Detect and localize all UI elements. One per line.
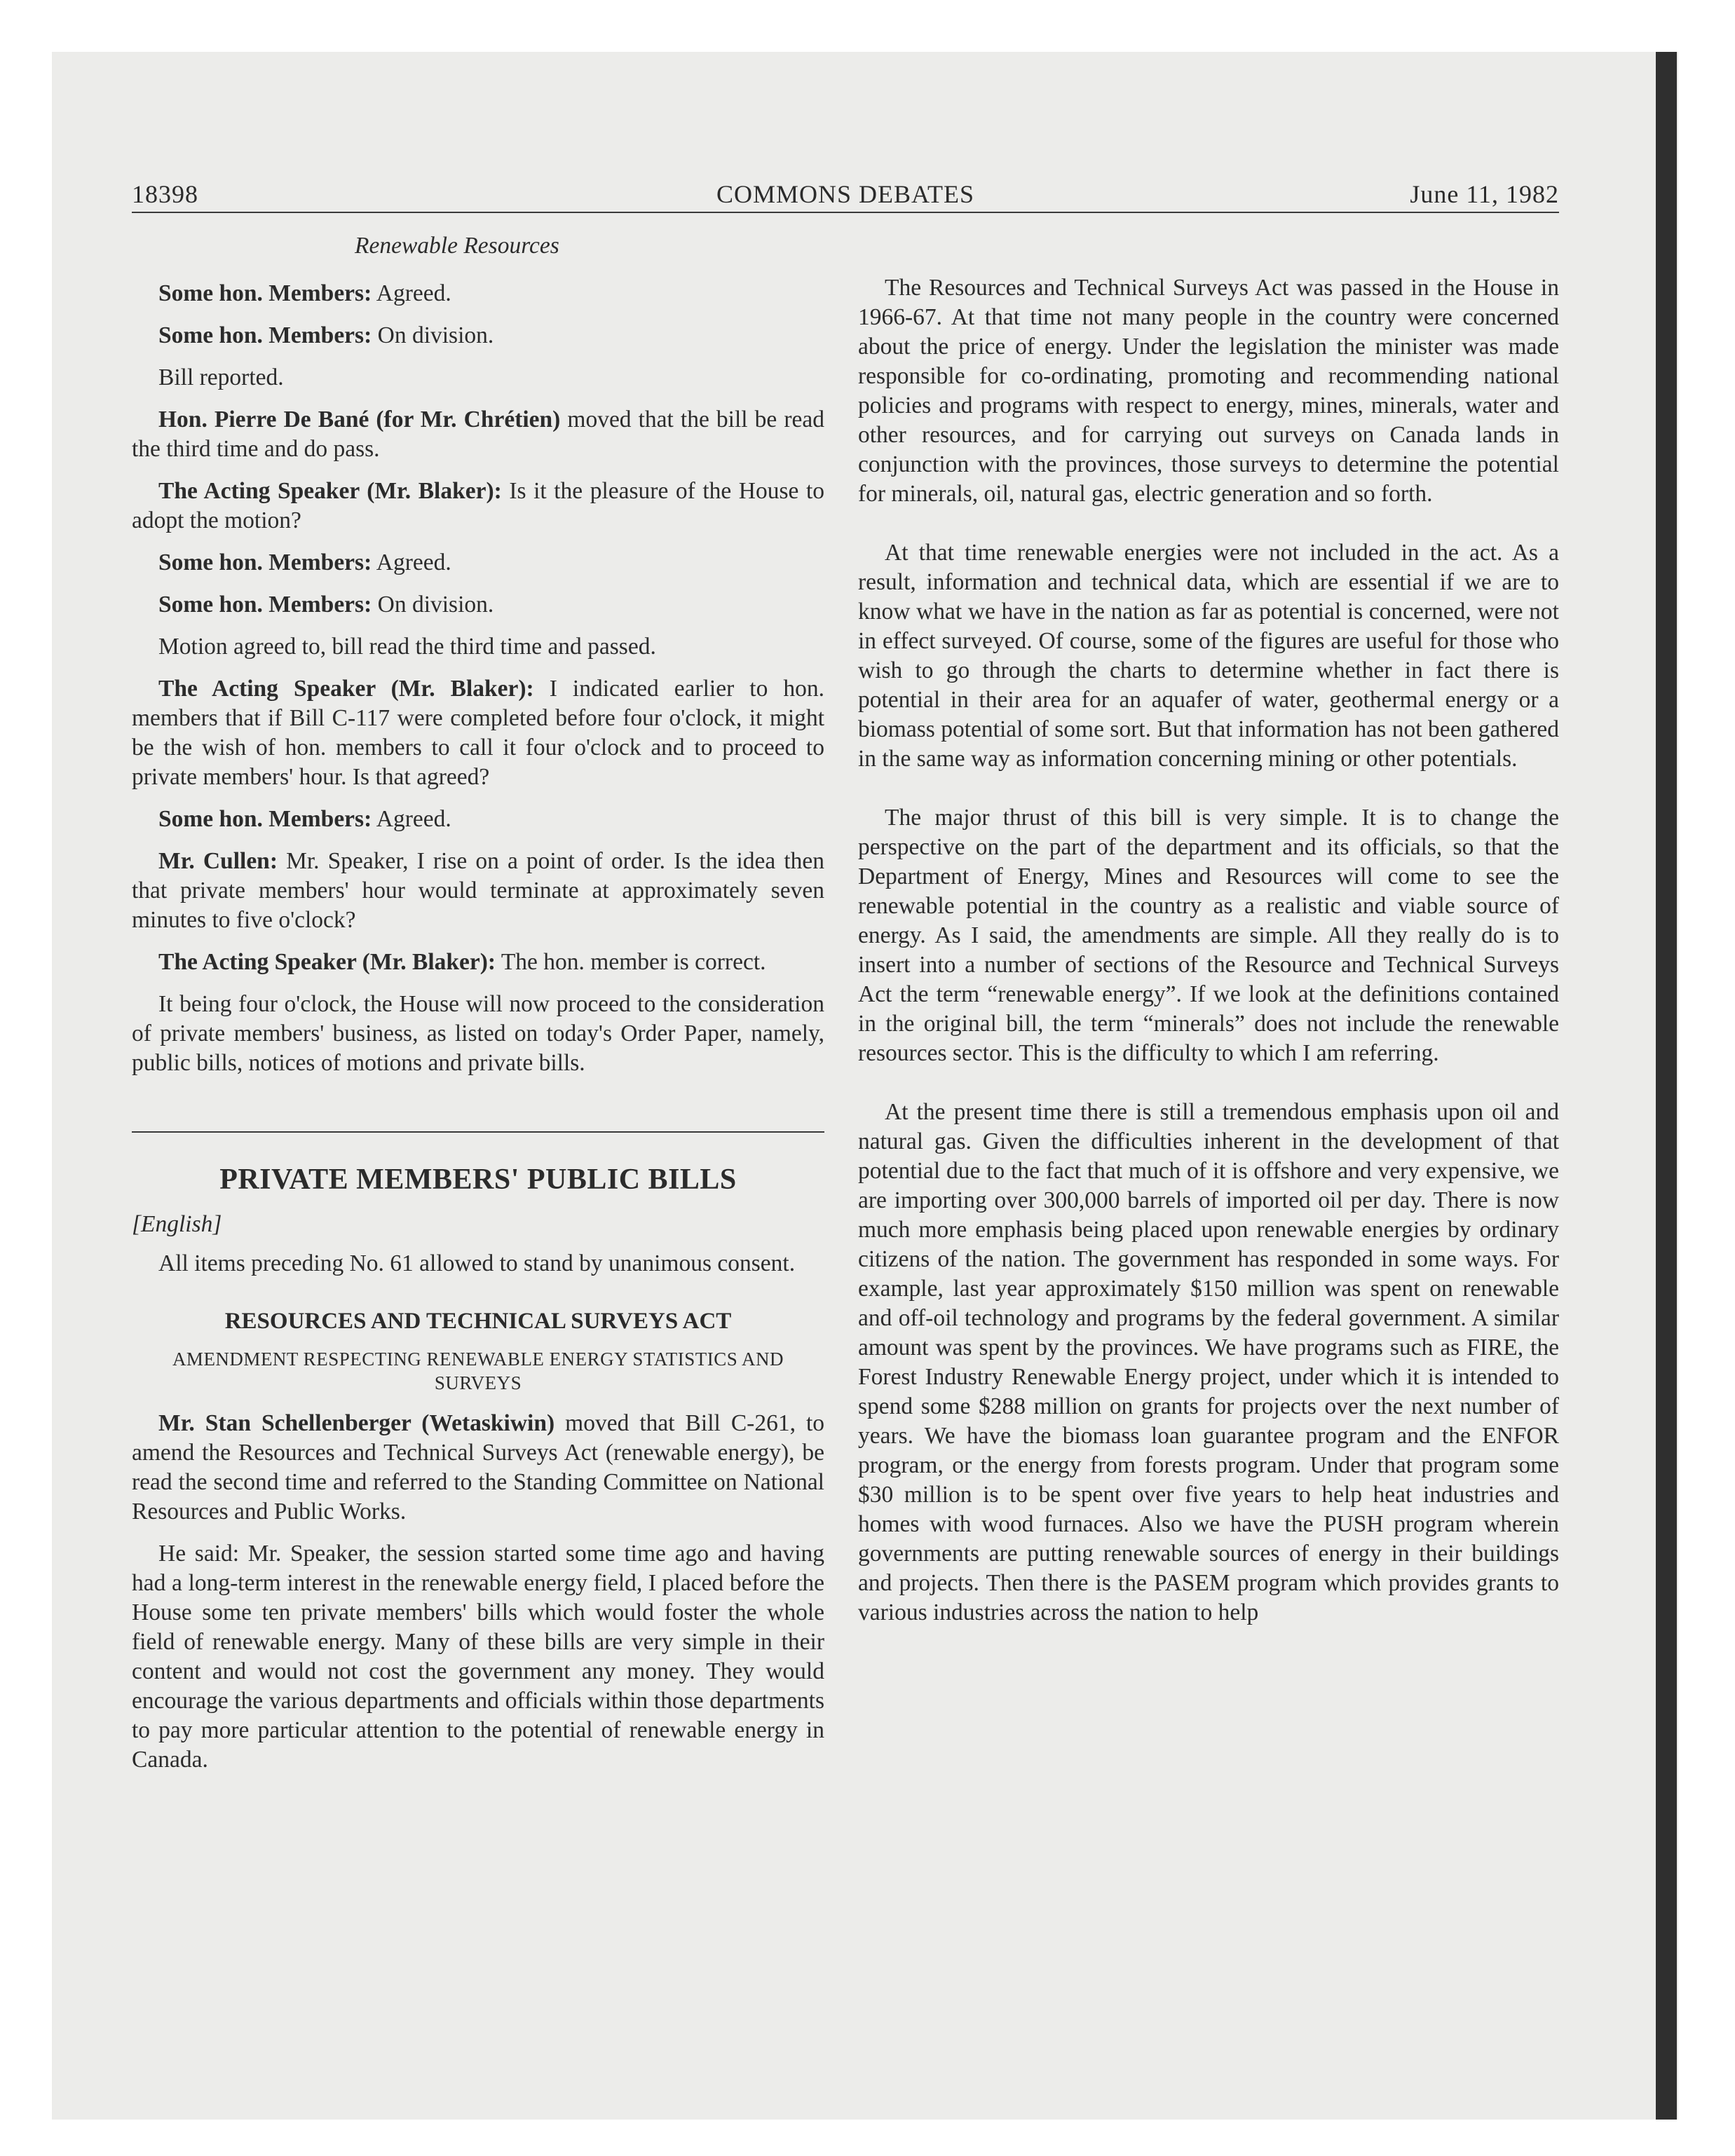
right-column <box>858 273 1559 1628</box>
speech-paragraph: The major thrust of this bill is very simple. It is to change the perspective on the part of the department and its officials, so that the Department of Energy, Mines and Resources will come to see the renewable potential in the country as a realistic and viable source of energy. As I said, the amendments are simple. All they really do is to insert into a number of sections of the Resource and Technical Surveys Act the term “renewable energy”. If we look at the definitions contained in the original bill, the term “minerals” does not include the renewable resources sector. This is the difficulty to which I am referring. <box>858 805 1559 1066</box>
debate-paragraph: Mr. Cullen: Mr. Speaker, I rise on a point of order. Is the idea then that private members' hour would terminate at approximately seven minutes to five o'clock? <box>132 848 825 933</box>
debate-paragraph: It being four o'clock, the House will now proceed to the consideration of private members' business, as listed on today's Order Paper, namely, public bills, notices of motions and private bills. <box>132 991 824 1076</box>
header-date: June 11, 1982 <box>1410 180 1559 208</box>
speaker-name: Some hon. Members: <box>158 550 372 575</box>
left-column <box>132 231 824 1787</box>
speaker-name: The Acting Speaker (Mr. Blaker): <box>158 676 534 702</box>
page-number: 18398 <box>132 180 198 208</box>
section-divider <box>132 1131 824 1133</box>
speech-paragraph: At the present time there is still a tremendous emphasis upon oil and natural gas. Given the difficulties inherent in the development of that potential due to the fact that much of it is offshore and very expensive, we are importing over 300,000 barrels of imported oil per day. There is now much more emphasis being placed upon renewable energies by ordinary citizens of the nation. The government has responded in some ways. For example, last year approximately $150 million was spent on renewable and off-oil technology and programs by the federal government. A similar amount was spent by the provinces. We have programs such as FIRE, the Forest Industry Renewable Energy project, under which it is intended to spend some $288 million on grants for projects over the next number of years. We have the biomass loan guarantee program and the ENFOR program, or the energy from forests program. Under that program some $30 million is to be spent over five years to help heat industries and homes with wood furnaces. Also we have the PUSH program wherein governments are putting renewable sources of energy in their buildings and projects. Then there is the PASEM program which provides grants to various industries across the nation to help <box>858 1099 1559 1625</box>
speaker-name: Some hon. Members: <box>158 806 372 832</box>
motion-paragraph: Mr. Stan Schellenberger (Wetaskiwin) moved that Bill C-261, to amend the Resources and Technical Surveys Act (renewable energy), be read the second time and referred to the Standing Committee on National Resources and Public Works. <box>132 1410 824 1524</box>
debate-paragraph: Some hon. Members: Agreed. <box>158 550 451 575</box>
debate-paragraph: Motion agreed to, bill read the third time and passed. <box>158 634 656 660</box>
language-tag: [English] <box>132 1211 222 1237</box>
items-paragraph: All items preceding No. 61 allowed to stand by unanimous consent. <box>158 1250 796 1276</box>
section-title: Renewable Resources <box>355 233 559 259</box>
speaker-name: Mr. Cullen: <box>158 848 278 874</box>
debate-paragraph: The Acting Speaker (Mr. Blaker): Is it the pleasure of the House to adopt the motion? <box>132 478 825 533</box>
speech-paragraph: At that time renewable energies were not included in the act. As a result, information and technical data, which are essential if we are to know what we have in the nation as far as potential is concerned, were not in effect surveyed. Of course, some of the figures are useful for those who wish to go through the charts to determine whether in fact there is potential in their area for an aquafer of water, geothermal energy or a biomass potential of some sort. But that information has not been gathered in the same way as information concerning mining or other potentials. <box>858 540 1559 772</box>
debate-paragraph: Some hon. Members: Agreed. <box>158 806 451 832</box>
speaker-name: The Acting Speaker (Mr. Blaker): <box>158 949 496 975</box>
publication-title: COMMONS DEBATES <box>716 180 975 208</box>
act-subheading: AMENDMENT RESPECTING RENEWABLE ENERGY STATISTICS AND SURVEYS <box>172 1349 784 1393</box>
speaker-name: Hon. Pierre De Bané (for Mr. Chrétien) <box>158 407 561 432</box>
scan-edge-shadow <box>1656 52 1677 2120</box>
speech-paragraph: He said: Mr. Speaker, the session started some time ago and having had a long-term interest in the renewable energy field, I placed before the House some ten private members' bills which would foster the whole field of renewable energy. Many of these bills are very simple in their content and would not cost the government any money. They would encourage the various departments and officials within those departments to pay more particular attention to the potential of renewable energy in Canada. <box>132 1541 824 1773</box>
speech-paragraph: The Resources and Technical Surveys Act was passed in the House in 1966-67. At that time not many people in the country were concerned about the price of energy. Under the legislation the minister was made responsible for co-ordinating, promoting and recommending national policies and programs with respect to energy, mines, minerals, water and other resources, and for carrying out surveys on Canada lands in conjunction with the provinces, those surveys to determine the potential for minerals, oil, natural gas, electric generation and so forth. <box>858 275 1559 507</box>
debate-paragraph: The Acting Speaker (Mr. Blaker): The hon. member is correct. <box>158 949 766 975</box>
section-heading: PRIVATE MEMBERS' PUBLIC BILLS <box>219 1164 737 1196</box>
debate-paragraph: Some hon. Members: On division. <box>158 592 494 618</box>
speaker-name: Some hon. Members: <box>158 592 372 618</box>
speaker-name: Some hon. Members: <box>158 280 372 306</box>
debate-paragraph: Bill reported. <box>158 364 284 390</box>
speaker-name: The Acting Speaker (Mr. Blaker): <box>158 478 502 504</box>
speaker-name: Mr. Stan Schellenberger (Wetaskiwin) <box>158 1410 555 1436</box>
debate-paragraph: Some hon. Members: On division. <box>158 322 494 348</box>
act-heading: RESOURCES AND TECHNICAL SURVEYS ACT <box>224 1309 732 1334</box>
debate-paragraph: The Acting Speaker (Mr. Blaker): I indicated earlier to hon. members that if Bill C-117 were completed before four o'clock, it might be the wish of hon. members to call it four o'clock and to proceed to private members' hour. Is that agreed? <box>132 676 825 790</box>
debate-paragraph: Hon. Pierre De Bané (for Mr. Chrétien) moved that the bill be read the third time and do pass. <box>132 407 824 462</box>
debate-paragraph: Some hon. Members: Agreed. <box>158 280 451 306</box>
speaker-name: Some hon. Members: <box>158 322 372 348</box>
header-rule <box>132 212 1559 213</box>
page-header <box>132 179 1559 216</box>
